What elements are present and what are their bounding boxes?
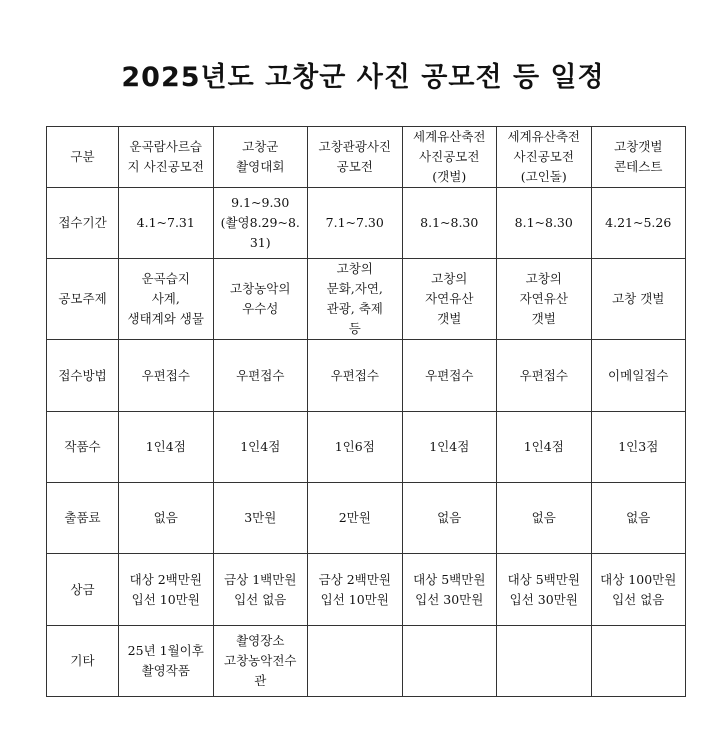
table-row-count	[47, 412, 686, 483]
row-label-cell: 상금	[47, 554, 119, 626]
table-cell: 1인4점	[119, 412, 214, 483]
table-row-prize	[47, 554, 686, 626]
table-cell: 금상 2백만원 입선 10만원	[308, 554, 403, 626]
contest-header-cell: 고창관광사진 공모전	[308, 127, 403, 188]
table-cell: 촬영장소 고창농악전수 관	[213, 626, 308, 697]
table-cell: 1인4점	[213, 412, 308, 483]
table-cell: 금상 1백만원 입선 없음	[213, 554, 308, 626]
table-cell: 없음	[497, 483, 592, 554]
table-cell: 운곡습지 사계, 생태계와 생물	[119, 259, 214, 340]
contest-header-cell: 고창갯벌 콘테스트	[591, 127, 686, 188]
table-cell: 1인4점	[497, 412, 592, 483]
table-cell: 고창의 자연유산 갯벌	[497, 259, 592, 340]
table-cell: 1인6점	[308, 412, 403, 483]
table-cell: 고창 갯벌	[591, 259, 686, 340]
table-row-theme	[47, 259, 686, 340]
table-cell	[402, 626, 497, 697]
header-row	[47, 127, 686, 188]
table-cell: 2만원	[308, 483, 403, 554]
table-row-etc	[47, 626, 686, 697]
row-label-cell: 접수방법	[47, 340, 119, 412]
table-cell: 8.1~8.30	[497, 188, 592, 259]
table-cell: 없음	[402, 483, 497, 554]
table-cell: 우편접수	[213, 340, 308, 412]
table-cell: 9.1~9.30 (촬영8.29~8. 31)	[213, 188, 308, 259]
table-cell: 대상 100만원 입선 없음	[591, 554, 686, 626]
table-cell: 우편접수	[308, 340, 403, 412]
table-cell	[497, 626, 592, 697]
contest-header-cell: 세계유산축전 사진공모전 (갯벌)	[402, 127, 497, 188]
table-cell: 7.1~7.30	[308, 188, 403, 259]
table-cell: 우편접수	[402, 340, 497, 412]
table-cell: 고창의 문화,자연, 관광, 축제 등	[308, 259, 403, 340]
table-cell: 없음	[591, 483, 686, 554]
table-cell: 8.1~8.30	[402, 188, 497, 259]
table-cell: 이메일접수	[591, 340, 686, 412]
table-cell	[308, 626, 403, 697]
table-cell: 4.21~5.26	[591, 188, 686, 259]
table-cell	[591, 626, 686, 697]
table-cell: 1인3점	[591, 412, 686, 483]
contest-header-cell: 운곡람사르습 지 사진공모전	[119, 127, 214, 188]
row-label-cell: 공모주제	[47, 259, 119, 340]
row-label-cell: 출품료	[47, 483, 119, 554]
row-label-cell: 접수기간	[47, 188, 119, 259]
page-title: 2025년도 고창군 사진 공모전 등 일정	[121, 62, 605, 93]
table-row-period	[47, 188, 686, 259]
table-cell: 우편접수	[119, 340, 214, 412]
table-cell: 25년 1월이후 촬영작품	[119, 626, 214, 697]
row-label-cell: 기타	[47, 626, 119, 697]
table-cell: 4.1~7.31	[119, 188, 214, 259]
table-cell: 고창농악의 우수성	[213, 259, 308, 340]
table-row-fee	[47, 483, 686, 554]
table-cell: 대상 5백만원 입선 30만원	[402, 554, 497, 626]
table-cell: 없음	[119, 483, 214, 554]
table-cell: 3만원	[213, 483, 308, 554]
row-label-cell: 작품수	[47, 412, 119, 483]
table-cell: 대상 2백만원 입선 10만원	[119, 554, 214, 626]
table-cell: 우편접수	[497, 340, 592, 412]
table-cell: 1인4점	[402, 412, 497, 483]
schedule-table	[46, 126, 686, 697]
table-row-method	[47, 340, 686, 412]
table-cell: 고창의 자연유산 갯벌	[402, 259, 497, 340]
table-cell: 대상 5백만원 입선 30만원	[497, 554, 592, 626]
header-label-cell: 구분	[47, 127, 119, 188]
contest-header-cell: 고창군 촬영대회	[213, 127, 308, 188]
contest-header-cell: 세계유산축전 사진공모전 (고인돌)	[497, 127, 592, 188]
